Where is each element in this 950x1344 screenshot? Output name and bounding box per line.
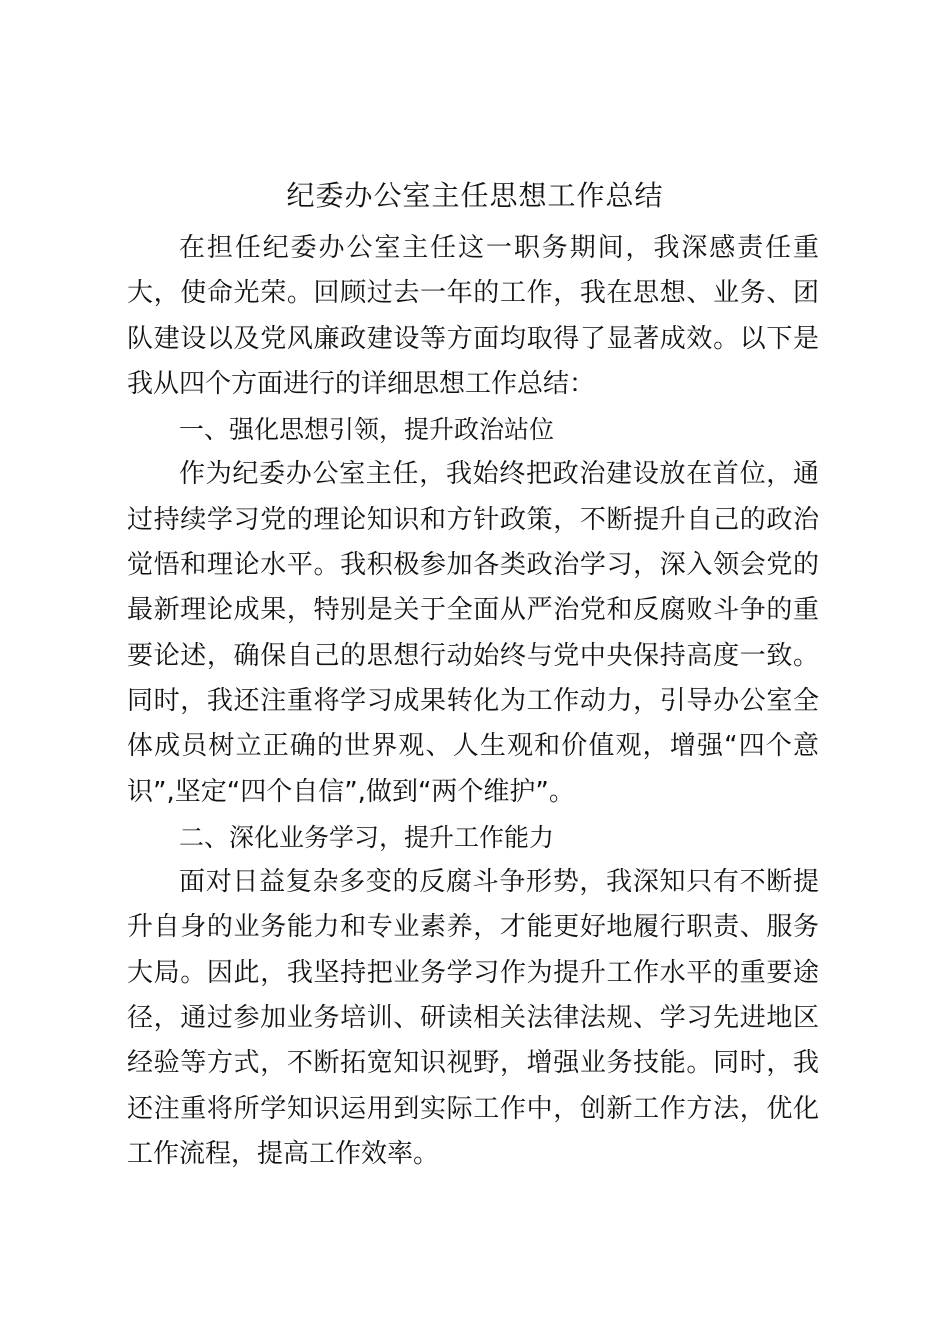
section-2-heading: 二、深化业务学习，提升工作能力 (179, 822, 555, 852)
section-1-paragraph: 作为纪委办公室主任，我始终把政治建设放在首位，通过持续学习党的理论知识和方针政策，不断提升自己的政治觉悟和理论水平。我积极参加各类政治学习，深入领会党的最新理论成果，特别是关于全面从严治党和反腐败斗争的重要论述，确保自己的思想行动始终与党中央保持高度一致。同时，我还注重将学习成果转化为工作动力，引导办公室全体成员树立正确的世界观、人生观和价值观，增强“四个意识”,坚定“四个自信”,做到“两个维护”。 (127, 459, 819, 807)
intro-paragraph: 在担任纪委办公室主任这一职务期间，我深感责任重大，使命光荣。回顾过去一年的工作，我在思想、业务、团队建设以及党风廉政建设等方面均取得了显著成效。以下是我从四个方面进行的详细思想工作总结： (127, 233, 819, 399)
section-2-paragraph: 面对日益复杂多变的反腐斗争形势，我深知只有不断提升自身的业务能力和专业素养，才能更好地履行职责、服务大局。因此，我坚持把业务学习作为提升工作水平的重要途径，通过参加业务培训、研读相关法律法规、学习先进地区经验等方式，不断拓宽知识视野，增强业务技能。同时，我还注重将所学知识运用到实际工作中，创新工作方法，优化工作流程，提高工作效率。 (127, 867, 819, 1169)
document-title: 纪委办公室主任思想工作总结 (286, 179, 664, 212)
section-1-heading: 一、强化思想引领，提升政治站位 (179, 415, 555, 445)
document-body (127, 226, 819, 1177)
